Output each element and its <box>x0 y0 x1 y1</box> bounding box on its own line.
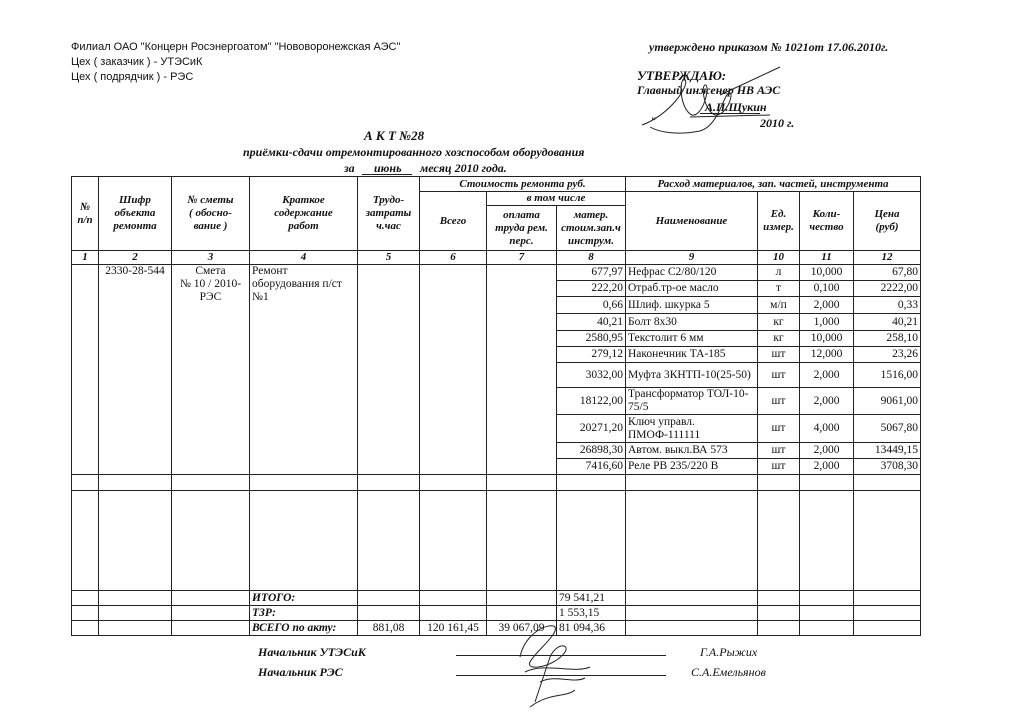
vsego-mat: 81 094,36 <box>557 621 626 636</box>
signature-left-2: Начальник РЭС <box>258 665 343 679</box>
itogo-label: ИТОГО: <box>250 591 358 606</box>
header-name: Наименование <box>626 192 758 251</box>
period-month: июнь <box>374 161 402 175</box>
colnum: 5 <box>358 251 420 265</box>
estimate-ref: Смета № 10 / 2010- РЭС <box>172 265 250 475</box>
header-unit: Ед. измер. <box>758 192 800 251</box>
signature-right-2: С.А.Емельянов <box>691 665 766 679</box>
act-subtitle: приёмки-сдачи отремонтированного хозспособом оборудования <box>243 145 585 159</box>
material-unit: л <box>758 265 800 281</box>
approval-date: 2010 г. <box>760 116 795 130</box>
header-labor: Трудо- затраты ч.час <box>358 177 420 251</box>
material-name: Шлиф. шкурка 5 <box>626 297 758 314</box>
material-price: 3708,30 <box>854 459 921 475</box>
colnum: 7 <box>487 251 557 265</box>
material-unit: т <box>758 281 800 297</box>
period-underline <box>362 174 412 175</box>
colnum: 1 <box>72 251 99 265</box>
material-price: 1516,00 <box>854 363 921 388</box>
material-unit: м/п <box>758 297 800 314</box>
material-price: 5067,80 <box>854 415 921 443</box>
material-cost: 20271,20 <box>557 415 626 443</box>
material-name: Отраб.тр-ое масло <box>626 281 758 297</box>
material-name: Болт 8х30 <box>626 314 758 331</box>
material-unit: кг <box>758 314 800 331</box>
material-price: 9061,00 <box>854 388 921 415</box>
approval-position: Главный инженер НВ АЭС <box>637 83 781 97</box>
act-title: А К Т №28 <box>364 128 425 143</box>
material-unit: шт <box>758 363 800 388</box>
material-qty: 12,000 <box>800 347 854 363</box>
material-price: 258,10 <box>854 331 921 347</box>
material-name: Ключ управл. ПМОФ-111111 <box>626 415 758 443</box>
material-qty: 2,000 <box>800 297 854 314</box>
vsego-label: ВСЕГО по акту: <box>250 621 358 636</box>
material-name: Трансформатор ТОЛ-10-75/5 <box>626 388 758 415</box>
material-cost: 18122,00 <box>557 388 626 415</box>
material-name: Муфта 3КНТП-10(25-50) <box>626 363 758 388</box>
contractor-line: Цех ( подрядчик ) - РЭС <box>71 71 194 83</box>
header-price: Цена (руб) <box>854 192 921 251</box>
colnum: 12 <box>854 251 921 265</box>
material-cost: 26898,30 <box>557 443 626 459</box>
period-rest: месяц 2010 года. <box>420 161 507 175</box>
material-cost: 7416,60 <box>557 459 626 475</box>
material-unit: шт <box>758 459 800 475</box>
handwritten-signature <box>495 612 605 712</box>
tzr-value: 1 553,15 <box>557 606 626 621</box>
header-expense-group: Расход материалов, зап. частей, инструмента <box>626 177 921 192</box>
signature-left-1: Начальник УТЭСиК <box>258 645 366 659</box>
material-price: 67,80 <box>854 265 921 281</box>
itogo-row <box>72 591 921 606</box>
material-unit: шт <box>758 415 800 443</box>
material-qty: 2,000 <box>800 363 854 388</box>
order-reference: утверждено приказом № 1021от 17.06.2010г. <box>649 40 889 54</box>
customer-line: Цех ( заказчик ) - УТЭСиК <box>71 56 203 68</box>
material-cost: 222,20 <box>557 281 626 297</box>
vsego-total: 120 161,45 <box>420 621 487 636</box>
material-name: Реле РВ 235/220 В <box>626 459 758 475</box>
approval-title: УТВЕРЖДАЮ: <box>637 68 727 83</box>
material-price: 23,26 <box>854 347 921 363</box>
material-unit: шт <box>758 443 800 459</box>
material-name: Автом. выкл.ВА 573 <box>626 443 758 459</box>
material-unit: шт <box>758 347 800 363</box>
header-estimate: № сметы ( обосно- вание ) <box>172 177 250 251</box>
itogo-value: 79 541,21 <box>557 591 626 606</box>
material-qty: 2,000 <box>800 459 854 475</box>
material-qty: 4,000 <box>800 415 854 443</box>
header-num: № п/п <box>72 177 99 251</box>
material-qty: 1,000 <box>800 314 854 331</box>
vsego-pay: 39 067,09 <box>487 621 557 636</box>
material-name: Нефрас С2/80/120 <box>626 265 758 281</box>
header-qty: Коли- чество <box>800 192 854 251</box>
signature-right-1: Г.А.Рыжих <box>700 645 758 659</box>
material-price: 40,21 <box>854 314 921 331</box>
act-table <box>71 176 921 636</box>
object-code: 2330-28-544 <box>99 265 172 475</box>
tzr-label: ТЗР: <box>250 606 358 621</box>
material-qty: 10,000 <box>800 331 854 347</box>
material-cost: 2580,95 <box>557 331 626 347</box>
material-qty: 10,000 <box>800 265 854 281</box>
header-cost-group: Стоимость ремонта руб. <box>420 177 626 192</box>
header-desc: Краткое содержание работ <box>250 177 358 251</box>
header-total: Всего <box>420 192 487 251</box>
header-pay: оплата труда рем. перс. <box>487 206 557 251</box>
colnum: 3 <box>172 251 250 265</box>
header-mat: матер. стоим.зап.ч инструм. <box>557 206 626 251</box>
colnum: 2 <box>99 251 172 265</box>
material-price: 13449,15 <box>854 443 921 459</box>
colnum: 9 <box>626 251 758 265</box>
material-cost: 279,12 <box>557 347 626 363</box>
material-name: Наконечник ТА-185 <box>626 347 758 363</box>
material-qty: 0,100 <box>800 281 854 297</box>
table-row <box>72 265 921 281</box>
material-unit: кг <box>758 331 800 347</box>
approval-quote: " <box>650 114 657 128</box>
material-price: 2222,00 <box>854 281 921 297</box>
filler-row <box>72 475 921 491</box>
approval-signature <box>630 55 790 145</box>
org-line: Филиал ОАО "Концерн Росэнергоатом" "Нововоронежская АЭС" <box>71 41 401 53</box>
colnum: 8 <box>557 251 626 265</box>
colnum: 4 <box>250 251 358 265</box>
colnum: 11 <box>800 251 854 265</box>
vsego-labor: 881,08 <box>358 621 420 636</box>
material-cost: 0,66 <box>557 297 626 314</box>
material-cost: 40,21 <box>557 314 626 331</box>
colnum: 6 <box>420 251 487 265</box>
material-unit: шт <box>758 388 800 415</box>
approval-name: А.П.Щукин <box>705 100 767 114</box>
material-price: 0,33 <box>854 297 921 314</box>
header-incl: в том числе <box>487 192 626 206</box>
colnum: 10 <box>758 251 800 265</box>
period-za: за <box>344 161 355 175</box>
filler-row <box>72 491 921 591</box>
header-code: Шифр объекта ремонта <box>99 177 172 251</box>
material-qty: 2,000 <box>800 443 854 459</box>
colnum-row <box>72 251 921 265</box>
material-name: Текстолит 6 мм <box>626 331 758 347</box>
material-cost: 3032,00 <box>557 363 626 388</box>
material-qty: 2,000 <box>800 388 854 415</box>
material-cost: 677,97 <box>557 265 626 281</box>
work-description: Ремонт оборудования п/ст №1 <box>250 265 358 475</box>
